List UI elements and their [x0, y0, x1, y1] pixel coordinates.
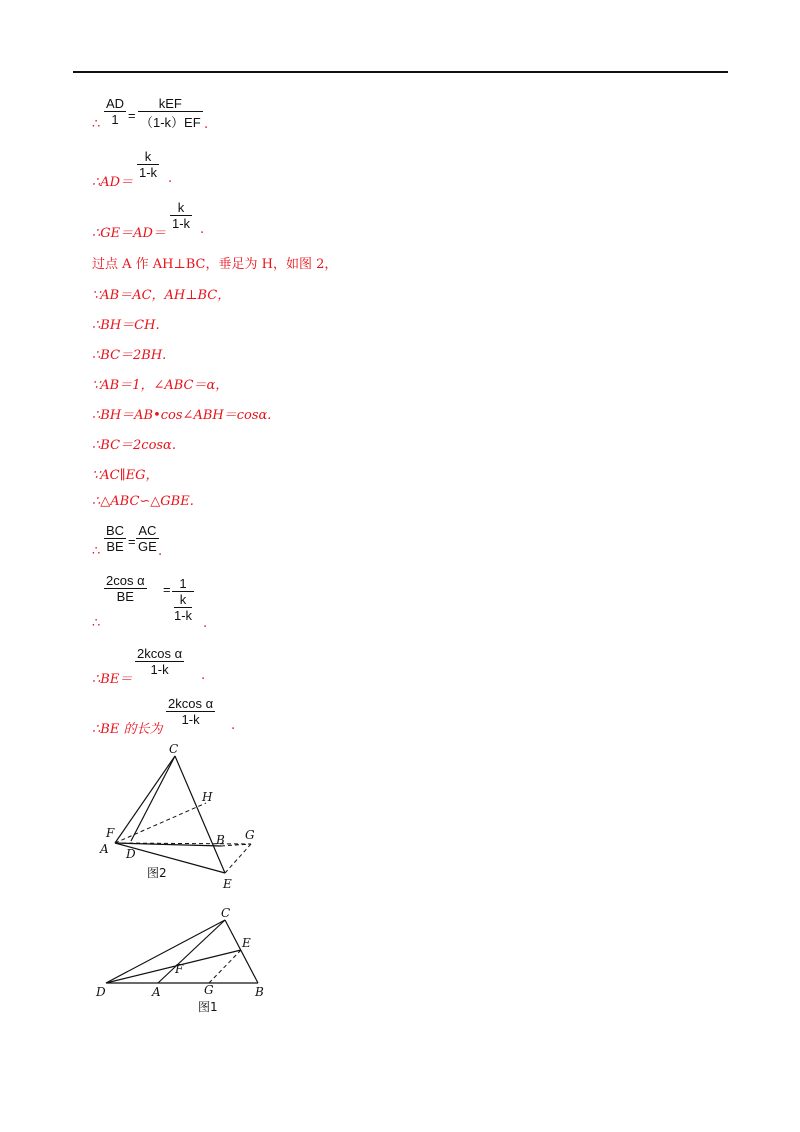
fraction-denominator: 1 [104, 111, 126, 127]
segment-eg-dashed [209, 950, 241, 983]
fraction-numerator: 2cos α [106, 573, 145, 588]
fraction-numerator: 1 [179, 576, 187, 591]
fraction-k-over-1-k [170, 200, 192, 231]
fraction-numerator: AC [138, 523, 157, 538]
label-c: C [169, 742, 179, 756]
inner-denominator: 1-k [174, 608, 193, 623]
fraction-denominator: 1-k [135, 661, 184, 677]
label-f: F [106, 826, 115, 840]
fraction-bc-over-be [104, 523, 126, 554]
line-2-end: . [168, 171, 173, 186]
label-b: B [216, 833, 225, 847]
fraction-denominator: GE [138, 539, 157, 554]
label-d: D [96, 985, 106, 999]
label-b: B [255, 985, 264, 999]
line-13-therefore: ∴ [92, 544, 101, 559]
header-rule [73, 71, 728, 73]
line-1-therefore: ∴ [92, 117, 101, 132]
line-16-text [92, 718, 162, 737]
fraction-1-over-compound [172, 576, 194, 623]
figure-2-caption: 图2 [147, 866, 167, 880]
segment-ce [175, 756, 225, 873]
figure-1-caption: 图1 [198, 1000, 218, 1014]
label-c: C [221, 906, 231, 920]
line-14-end: . [203, 616, 208, 631]
inner-numerator: k [179, 592, 187, 607]
fraction-denominator: BE [104, 588, 147, 604]
fraction-numerator: kEF [158, 96, 182, 111]
fraction-denominator: （1-k）EF [138, 111, 203, 131]
fraction-denominator: 1-k [172, 216, 191, 231]
segment-cd [131, 756, 175, 841]
line-15-text: ∴BE＝ [92, 672, 133, 687]
line-11: ∵AC∥EG， [92, 468, 159, 483]
label-a: A [152, 985, 161, 999]
fraction-2kcos-over-1-k [135, 646, 184, 677]
equals-sign: = [128, 108, 136, 123]
segment-ac [158, 920, 225, 983]
fraction-denominator: BE [104, 538, 126, 554]
fraction-numerator: AD [106, 96, 125, 111]
segment-ca [115, 756, 175, 843]
label-e: E [242, 936, 251, 950]
fraction-2kcos-over-1-k [166, 696, 215, 727]
line-9: ∴BH＝AB•cos∠ABH＝cosα. [92, 408, 272, 423]
line-13-end: . [158, 544, 163, 559]
fraction-numerator: k [144, 149, 152, 164]
fraction-denominator: 1-k [139, 165, 158, 180]
fraction-k-over-1-k [137, 149, 159, 180]
equals-sign: = [163, 582, 171, 597]
fraction-denominator: 1-k [166, 711, 215, 727]
line-3-end: . [200, 222, 205, 237]
label-e: E [223, 877, 232, 891]
figure-2-diagram [95, 740, 275, 895]
fraction-2cos-over-be [104, 573, 147, 604]
fraction-numerator: 2kcos α [168, 696, 214, 711]
line-16-end: . [231, 718, 236, 733]
label-g: G [245, 828, 255, 842]
line-4: 过点 A 作 AH⊥BC，垂足为 H，如图 2， [92, 257, 338, 272]
label-h: H [202, 790, 213, 804]
fraction-denominator [172, 591, 194, 623]
label-a: A [100, 842, 109, 856]
fraction-numerator: 2kcos α [137, 646, 183, 661]
segment-cb [225, 920, 258, 983]
line-2-text: ∴AD＝ [92, 175, 134, 190]
fraction-numerator: BC [106, 523, 125, 538]
line-8: ∵AB＝1，∠ABC＝α， [92, 378, 229, 393]
line-5: ∵AB＝AC，AH⊥BC， [92, 288, 231, 303]
segment-dc [106, 920, 225, 983]
label-g: G [204, 983, 214, 997]
label-f: F [175, 962, 184, 976]
segment-ge-dashed [225, 844, 251, 873]
line-12: ∴△ABC∽△GBE. [92, 494, 194, 509]
line-6: ∴BH＝CH. [92, 318, 160, 333]
fraction-numerator: k [177, 200, 185, 215]
line-10: ∴BC＝2cosα. [92, 438, 176, 453]
fraction-kef [138, 96, 203, 131]
figure-1-diagram [92, 905, 272, 1005]
line-15-end: . [201, 668, 206, 683]
fraction-ac-over-ge [136, 523, 159, 554]
line-1-end: . [204, 117, 209, 132]
line-3-text: ∴GE＝AD＝ [92, 226, 166, 241]
equals-sign: = [128, 534, 136, 549]
fraction-ad-over-1 [104, 96, 126, 127]
line-16-label: ∴BE 的长为 [92, 722, 163, 737]
line-14-therefore: ∴ [92, 616, 101, 631]
line-7: ∴BC＝2BH. [92, 348, 167, 363]
segment-de [106, 950, 241, 983]
label-d: D [126, 847, 136, 861]
